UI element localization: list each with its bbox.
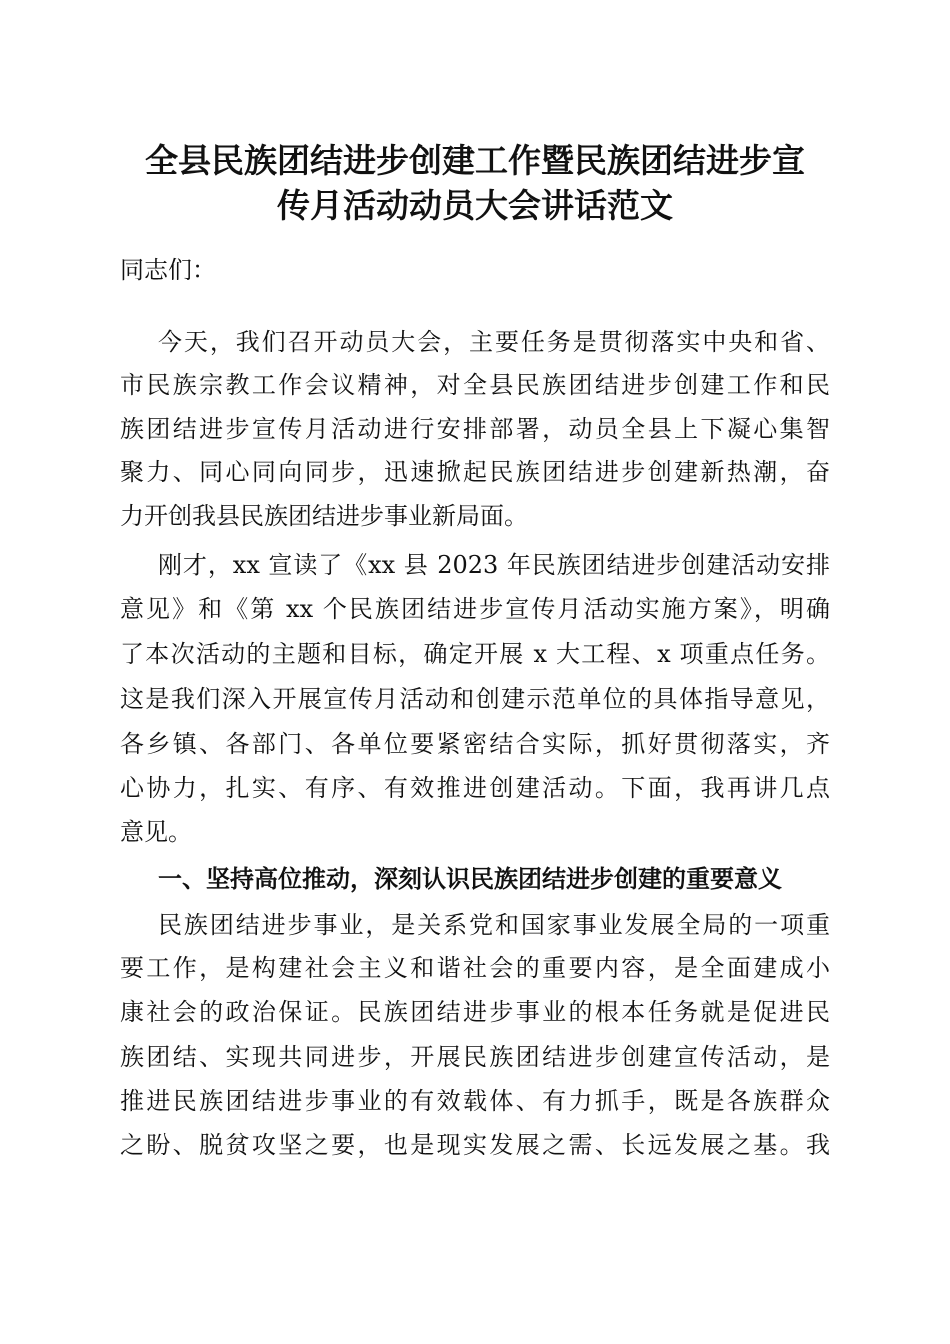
document-title-line-2: 传月活动动员大会讲话范文 xyxy=(277,186,673,225)
paragraph-3-line: 要工作，是构建社会主义和谐社会的重要内容，是全面建成小 xyxy=(120,954,830,982)
paragraph-2-line: 了本次活动的主题和目标，确定开展 x 大工程、x 项重点任务。 xyxy=(120,640,830,668)
paragraph-3-line: 之盼、脱贫攻坚之要，也是现实发展之需、长远发展之基。我 xyxy=(120,1131,830,1159)
paragraph-2-line: 各乡镇、各部门、各单位要紧密结合实际，抓好贯彻落实，齐 xyxy=(120,730,830,758)
section-1-heading: 一、坚持高位推动，深刻认识民族团结进步创建的重要意义 xyxy=(158,865,782,893)
paragraph-3-line: 族团结、实现共同进步，开展民族团结进步创建宣传活动，是 xyxy=(120,1043,830,1071)
paragraph-3-line: 康社会的政治保证。民族团结进步事业的根本任务就是促进民 xyxy=(120,998,830,1026)
paragraph-3-line: 推进民族团结进步事业的有效载体、有力抓手，既是各族群众 xyxy=(120,1087,830,1115)
paragraph-2-line: 刚才，xx 宣读了《xx 县 2023 年民族团结进步创建活动安排 xyxy=(158,551,830,579)
paragraph-3-line: 民族团结进步事业，是关系党和国家事业发展全局的一项重 xyxy=(158,911,830,939)
paragraph-1-line: 市民族宗教工作会议精神，对全县民族团结进步创建工作和民 xyxy=(120,371,830,399)
document-title-line-1: 全县民族团结进步创建工作暨民族团结进步宣 xyxy=(145,141,805,180)
paragraph-2-line: 意见。 xyxy=(120,818,192,846)
paragraph-2-line: 这是我们深入开展宣传月活动和创建示范单位的具体指导意见， xyxy=(120,685,830,713)
paragraph-2-line: 意见》和《第 xx 个民族团结进步宣传月活动实施方案》，明确 xyxy=(120,595,830,623)
salutation: 同志们： xyxy=(120,256,216,284)
paragraph-1-line: 力开创我县民族团结进步事业新局面。 xyxy=(120,502,528,530)
paragraph-1-line: 族团结进步宣传月活动进行安排部署，动员全县上下凝心集智 xyxy=(120,415,830,443)
paragraph-1-line: 聚力、同心同向同步，迅速掀起民族团结进步创建新热潮，奋 xyxy=(120,458,830,486)
paragraph-2-line: 心协力，扎实、有序、有效推进创建活动。下面，我再讲几点 xyxy=(120,774,830,802)
paragraph-1-line: 今天，我们召开动员大会，主要任务是贯彻落实中央和省、 xyxy=(158,328,830,356)
